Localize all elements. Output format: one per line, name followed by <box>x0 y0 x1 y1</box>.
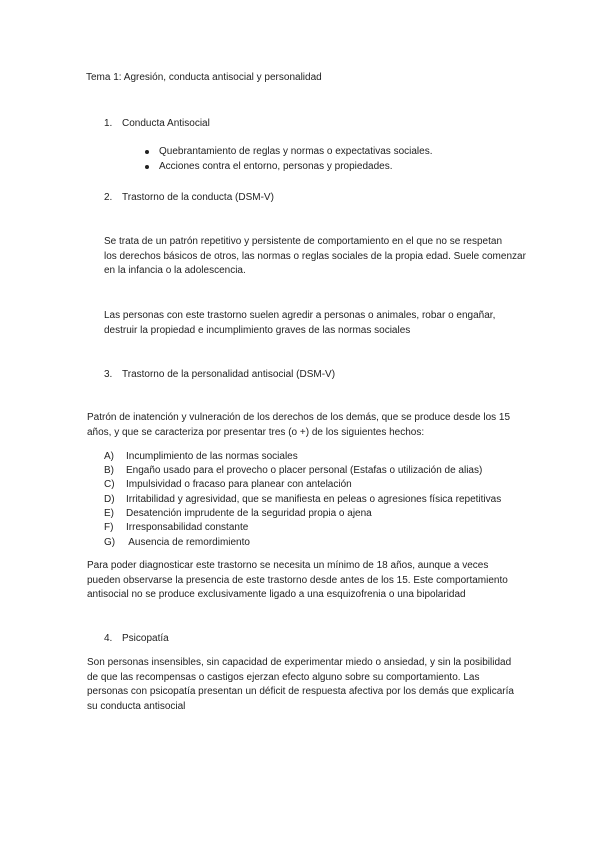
criteria-item <box>104 521 248 535</box>
section-2-paragraph-1 <box>104 235 526 279</box>
document-title: Tema 1: Agresión, conducta antisocial y personalidad <box>86 72 322 83</box>
criteria-item <box>104 507 372 521</box>
criteria-text: Ausencia de remordimiento <box>126 537 250 548</box>
paragraph-line: Las personas con este trastorno suelen agredir a personas o animales, robar o engañar, <box>104 310 496 321</box>
section-2-paragraph-2 <box>104 309 514 338</box>
bullet-marker <box>145 165 149 169</box>
paragraph-line: personas con psicopatía presentan un déficit de respuesta afectiva por los demás que explicaría <box>87 686 514 698</box>
bullet-item: Acciones contra el entorno, personas y propiedades. <box>159 161 393 172</box>
paragraph-line: Patrón de inatención y vulneración de los derechos de los demás, que se produce desde los 15 <box>87 412 511 423</box>
section-3-heading: Trastorno de la personalidad antisocial (DSM-V) <box>122 369 336 380</box>
section-2-number: 2. <box>104 192 113 203</box>
criteria-letter: C) <box>104 479 115 490</box>
paragraph-line: de que las recompensas o castigos ejerzan efecto alguno sobre su comportamiento. Las <box>87 671 480 683</box>
paragraph-line: años, y que se caracteriza por presentar tres (o +) de los siguientes hechos: <box>87 426 425 438</box>
paragraph-line: antisocial no se produce exclusivamente ligado a una esquizofrenia o una bipolaridad <box>87 589 466 601</box>
section-2-heading: Trastorno de la conducta (DSM-V) <box>122 192 274 203</box>
criteria-letter: F) <box>104 522 114 533</box>
criteria-text: Impulsividad o fracaso para planear con antelación <box>126 479 352 490</box>
criteria-letter: B) <box>104 465 114 476</box>
paragraph-line: Para poder diagnosticar este trastorno se necesita un mínimo de 18 años, aunque a veces <box>87 560 489 571</box>
bullet-marker <box>145 150 149 154</box>
section-3-intro <box>87 411 515 440</box>
criteria-item <box>104 493 501 507</box>
criteria-text: Irritabilidad y agresividad, que se manifiesta en peleas o agresiones física repetitivas <box>126 494 502 505</box>
section-3-outro <box>87 559 515 603</box>
paragraph-line: Se trata de un patrón repetitivo y persistente de comportamiento en el que no se respetan <box>104 236 503 247</box>
criteria-text: Desatención imprudente de la seguridad propia o ajena <box>126 508 372 519</box>
criteria-item <box>104 478 352 492</box>
paragraph-line: los derechos básicos de otros, las normas o reglas sociales de la propia edad. Suele comenzar <box>104 250 526 262</box>
bullet-item: Quebrantamiento de reglas y normas o expectativas sociales. <box>159 146 433 157</box>
criteria-letter: D) <box>104 494 115 505</box>
paragraph-line: su conducta antisocial <box>87 700 186 712</box>
section-1-number: 1. <box>104 118 113 129</box>
paragraph-line: Son personas insensibles, sin capacidad de experimentar miedo o ansiedad, y sin la posibilidad <box>87 657 512 668</box>
paragraph-line: pueden observarse la presencia de este trastorno desde antes de los 15. Este comportamiento <box>87 574 508 586</box>
criteria-text: Engaño usado para el provecho o placer personal (Estafas o utilización de alias) <box>126 465 483 476</box>
criteria-letter: E) <box>104 508 114 519</box>
section-4-number: 4. <box>104 633 113 644</box>
criteria-letter: A) <box>104 451 114 462</box>
criteria-text: Irresponsabilidad constante <box>126 522 249 533</box>
section-3-number: 3. <box>104 369 113 380</box>
section-4-heading: Psicopatía <box>122 633 169 644</box>
section-4-paragraph <box>87 656 515 714</box>
criteria-item <box>104 536 250 550</box>
section-1-heading: Conducta Antisocial <box>122 118 210 129</box>
criteria-item <box>104 464 482 478</box>
criteria-text: Incumplimiento de las normas sociales <box>126 451 298 462</box>
criteria-letter: G) <box>104 537 116 548</box>
paragraph-line: en la infancia o la adolescencia. <box>104 265 246 277</box>
paragraph-line: destruir la propiedad e incumplimiento graves de las normas sociales <box>104 324 411 336</box>
criteria-item <box>104 450 298 464</box>
